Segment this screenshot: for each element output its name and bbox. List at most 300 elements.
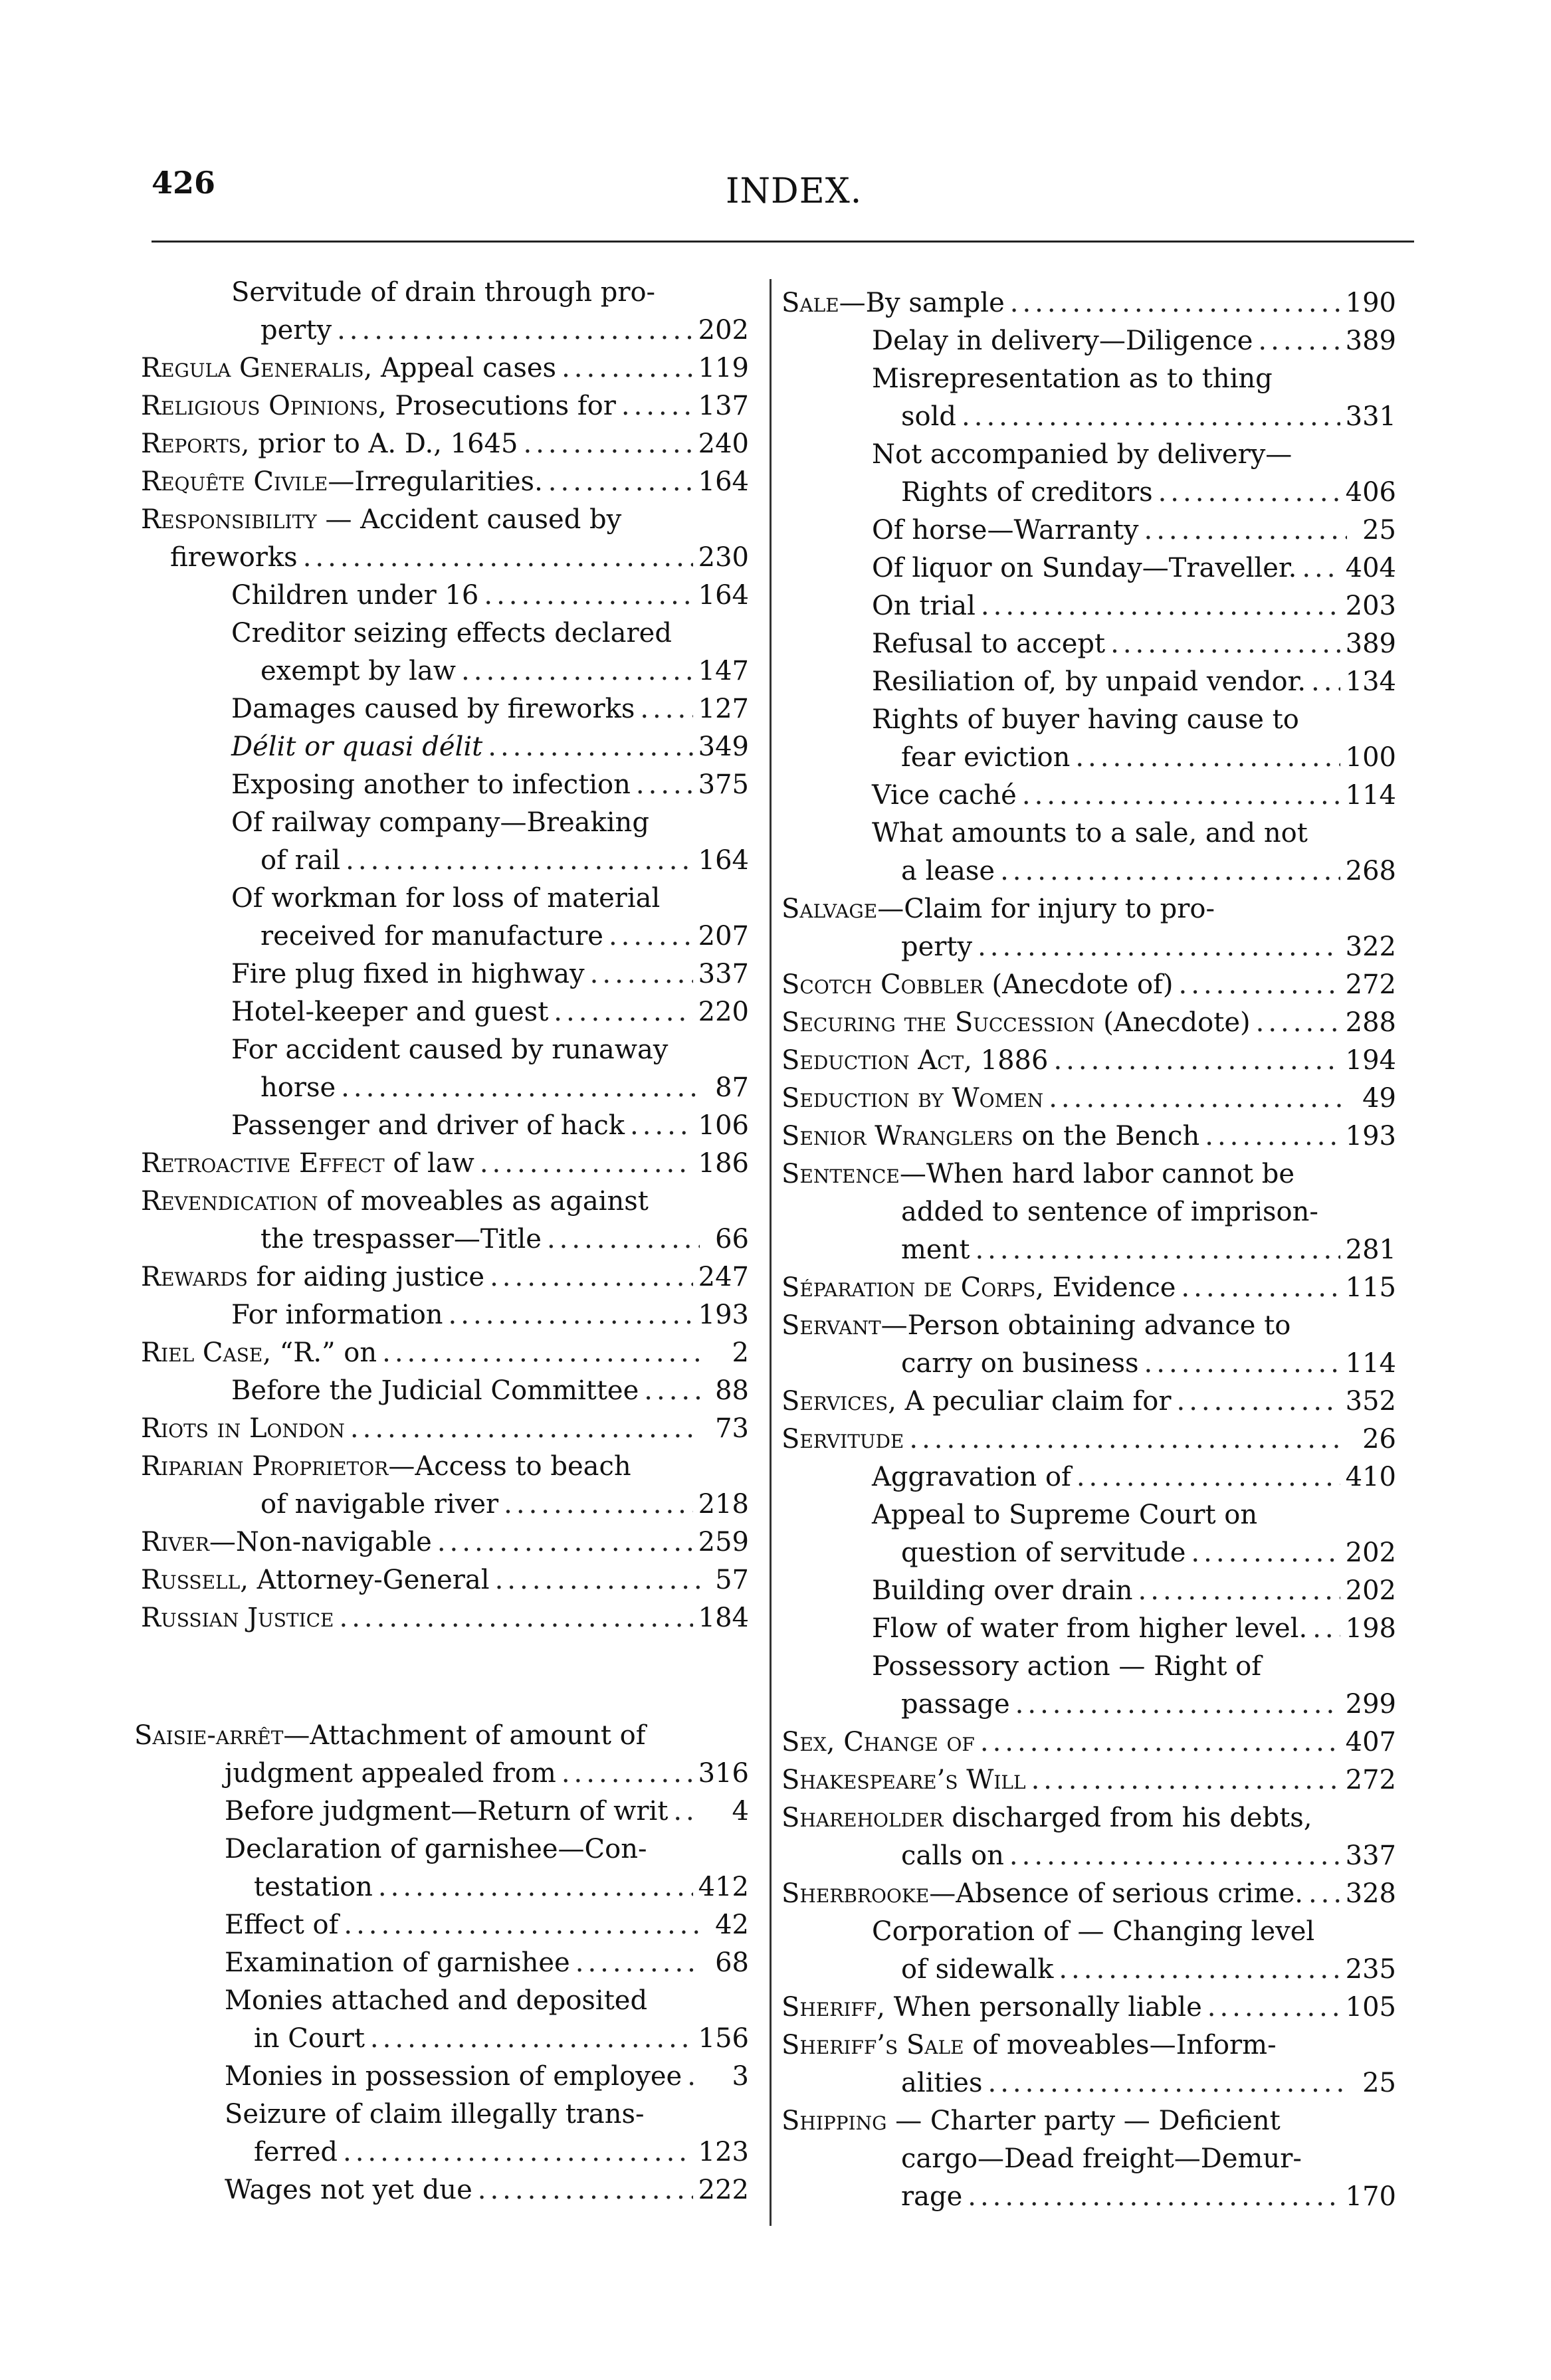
entry-text: Rights of buyer having cause to — [872, 704, 1299, 735]
entry-text: Fire plug fixed in highway — [231, 959, 585, 989]
index-entry — [141, 1145, 749, 1183]
leader-dots — [346, 842, 692, 880]
leader-dots — [909, 1421, 1347, 1458]
entry-page-number: 147 — [698, 656, 749, 686]
entry-page-number: 88 — [715, 1375, 749, 1406]
entry-page-number: 328 — [1345, 1878, 1396, 1909]
index-entry — [781, 2140, 1396, 2178]
entry-heading: Riel Case, — [141, 1338, 272, 1368]
index-entry — [781, 398, 1396, 436]
entry-heading: Salvage — [781, 894, 878, 924]
index-entry — [781, 549, 1396, 587]
entry-page-number: 66 — [715, 1224, 749, 1254]
entry-text: Refusal to accept — [872, 629, 1106, 659]
index-entry — [134, 1944, 749, 1982]
leader-dots — [547, 1221, 700, 1258]
entry-text: the trespasser—Title — [260, 1224, 542, 1254]
index-entry — [141, 993, 749, 1031]
entry-text: 1886 — [972, 1045, 1049, 1076]
entry-text: discharged from his debts, — [943, 1803, 1312, 1833]
entry-text: Possessory action — Right of — [872, 1651, 1262, 1682]
entry-page-number: 235 — [1345, 1954, 1396, 1985]
entry-page-number: 42 — [715, 1910, 749, 1940]
leader-dots — [1075, 739, 1340, 777]
entry-page-number: 406 — [1345, 477, 1396, 508]
entry-text: fear eviction — [901, 742, 1071, 773]
leader-dots — [370, 2020, 693, 2058]
index-entry — [781, 1458, 1396, 1496]
entry-page-number: 164 — [698, 580, 749, 611]
index-column-right — [781, 284, 1396, 2216]
index-entry — [141, 1561, 749, 1599]
index-entry — [134, 1982, 749, 2020]
entry-text: — Accident caused by — [316, 504, 622, 535]
entry-text: Of liquor on Sunday—Traveller. — [872, 553, 1297, 583]
entry-text: Flow of water from higher level. — [872, 1613, 1308, 1644]
index-entry — [781, 777, 1396, 815]
leader-dots — [562, 1755, 693, 1793]
entry-text: of moveables as against — [318, 1186, 649, 1217]
index-entry — [141, 918, 749, 955]
entry-page-number: 412 — [698, 1872, 749, 1902]
leader-dots — [1308, 1875, 1340, 1913]
leader-dots — [478, 2171, 693, 2209]
index-entry — [781, 2064, 1396, 2102]
entry-page-number: 203 — [1345, 591, 1396, 621]
index-column-left-lower — [134, 1717, 749, 2209]
index-entry — [141, 349, 749, 387]
entry-text: of law — [384, 1148, 474, 1179]
leader-dots — [1258, 322, 1340, 360]
entry-page-number: 57 — [715, 1565, 749, 1595]
header-rule — [152, 241, 1414, 243]
entry-text: ferred — [254, 2137, 338, 2167]
index-entry — [781, 474, 1396, 512]
entry-text: of navigable river — [260, 1489, 499, 1520]
index-entry — [781, 701, 1396, 739]
entry-text: (Anecdote) — [1094, 1007, 1251, 1038]
entry-page-number: 156 — [698, 2023, 749, 2054]
index-entry — [781, 2102, 1396, 2140]
entry-text: alities — [901, 2068, 983, 2098]
leader-dots — [575, 1944, 700, 1982]
entry-text: fireworks — [170, 542, 298, 573]
entry-text: received for manufacture — [260, 921, 603, 951]
entry-page-number: 407 — [1345, 1727, 1396, 1757]
leader-dots — [1302, 549, 1340, 587]
leader-dots — [554, 993, 692, 1031]
index-entry — [781, 1231, 1396, 1269]
entry-text: cargo—Dead freight—Demur- — [901, 2143, 1302, 2174]
entry-page-number: 2 — [732, 1338, 749, 1368]
index-entry — [141, 728, 749, 766]
entry-text: Rights of creditors — [901, 477, 1153, 508]
entry-text: sold — [901, 401, 957, 432]
index-entry — [781, 512, 1396, 549]
entry-heading: Securing the Succession — [781, 1007, 1095, 1038]
entry-heading: Sherbrooke — [781, 1878, 930, 1909]
leader-dots — [980, 1724, 1340, 1761]
leader-dots — [437, 1524, 693, 1561]
index-entry — [781, 1307, 1396, 1345]
entry-text: On trial — [872, 591, 976, 621]
entry-text: Evidence — [1044, 1272, 1176, 1303]
leader-dots — [1138, 1572, 1340, 1610]
entry-text: Prosecutions for — [386, 391, 616, 421]
entry-text: testation — [254, 1872, 373, 1902]
index-entry — [134, 1906, 749, 1944]
leader-dots — [968, 2178, 1340, 2216]
leader-dots — [484, 577, 692, 615]
index-entry — [781, 1345, 1396, 1383]
entry-text: carry on business — [901, 1348, 1139, 1379]
index-entry — [141, 1069, 749, 1107]
leader-dots — [1015, 1686, 1340, 1724]
index-entry — [781, 928, 1396, 966]
index-entry — [781, 1875, 1396, 1913]
index-entry — [781, 1686, 1396, 1724]
leader-dots — [1207, 1989, 1340, 2027]
index-entry — [781, 1913, 1396, 1951]
entry-page-number: 4 — [732, 1796, 749, 1827]
index-entry — [141, 274, 749, 312]
index-entry — [134, 1868, 749, 1906]
entry-text: Attorney-General — [248, 1565, 490, 1595]
leader-dots — [1031, 1761, 1340, 1799]
entry-text: Before judgment—Return of writ — [225, 1796, 669, 1827]
index-entry — [141, 501, 749, 539]
index-entry — [134, 1755, 749, 1793]
entry-text: —Person obtaining advance to — [880, 1310, 1291, 1341]
entry-page-number: 198 — [1345, 1613, 1396, 1644]
leader-dots — [340, 1599, 693, 1637]
index-entry — [141, 1599, 749, 1637]
index-entry — [134, 2020, 749, 2058]
entry-page-number: 230 — [698, 542, 749, 573]
entry-text: Aggravation of — [872, 1462, 1071, 1492]
entry-heading: Séparation de Corps, — [781, 1272, 1044, 1303]
entry-heading: Shareholder — [781, 1803, 944, 1833]
entry-page-number: 186 — [698, 1148, 749, 1179]
leader-dots — [636, 766, 693, 804]
entry-page-number: 288 — [1345, 1007, 1396, 1038]
entry-text: on the Bench — [1013, 1121, 1200, 1151]
leader-dots — [609, 918, 693, 955]
entry-text: (Anecdote of) — [983, 969, 1174, 1000]
entry-heading: Regula Generalis, — [141, 353, 373, 383]
leader-dots — [1053, 1042, 1340, 1080]
entry-heading: Russian Justice — [141, 1603, 334, 1633]
leader-dots — [1000, 852, 1340, 890]
entry-text: rage — [901, 2181, 963, 2212]
entry-page-number: 268 — [1345, 856, 1396, 886]
leader-dots — [1110, 625, 1340, 663]
leader-dots — [621, 387, 693, 425]
leader-dots — [981, 587, 1340, 625]
entry-page-number: 68 — [715, 1947, 749, 1978]
index-entry — [781, 1989, 1396, 2027]
entry-page-number: 202 — [1345, 1575, 1396, 1606]
leader-dots — [962, 398, 1340, 436]
entry-text: —When hard labor cannot be — [899, 1159, 1294, 1189]
entry-page-number: 134 — [1345, 666, 1396, 697]
index-entry — [134, 1831, 749, 1868]
entry-heading: Sheriff’s Sale — [781, 2030, 964, 2060]
index-entry — [781, 1648, 1396, 1686]
entry-text: For information — [231, 1300, 443, 1330]
entry-text: perty — [901, 932, 973, 962]
entry-page-number: 25 — [1362, 515, 1396, 545]
leader-dots — [644, 1372, 700, 1410]
entry-heading: Services, — [781, 1386, 896, 1417]
entry-page-number: 119 — [698, 353, 749, 383]
leader-dots — [1176, 1383, 1340, 1421]
entry-text: Damages caused by fireworks — [231, 694, 635, 724]
entry-text: Building over drain — [872, 1575, 1133, 1606]
entry-page-number: 404 — [1345, 553, 1396, 583]
index-entry — [781, 1837, 1396, 1875]
entry-heading: Senior Wranglers — [781, 1121, 1013, 1151]
index-entry — [141, 1372, 749, 1410]
index-entry — [141, 1183, 749, 1221]
entry-page-number: 190 — [1345, 288, 1396, 318]
entry-text: —By sample — [839, 288, 1005, 318]
entry-text: Délit or quasi délit — [231, 732, 483, 762]
index-entry — [141, 577, 749, 615]
entry-text: passage — [901, 1689, 1010, 1720]
entry-text: Corporation of — Changing level — [872, 1916, 1315, 1947]
leader-dots — [1312, 1610, 1340, 1648]
leader-dots — [461, 652, 693, 690]
entry-text: calls on — [901, 1840, 1004, 1871]
index-entry — [781, 1724, 1396, 1761]
entry-text: Vice caché — [872, 780, 1017, 811]
index-entry — [141, 842, 749, 880]
entry-text: Children under 16 — [231, 580, 479, 611]
leader-dots — [687, 2058, 700, 2096]
index-entry — [134, 2058, 749, 2096]
leader-dots — [490, 1258, 693, 1296]
entry-page-number: 337 — [1345, 1840, 1396, 1871]
leader-dots — [504, 1486, 692, 1524]
entry-heading: Sex, Change of — [781, 1727, 975, 1757]
index-entry — [781, 587, 1396, 625]
leader-dots — [449, 1296, 693, 1334]
index-entry — [781, 663, 1396, 701]
entry-heading: Scotch Cobbler — [781, 969, 983, 1000]
entry-page-number: 115 — [1345, 1272, 1396, 1303]
entry-page-number: 49 — [1362, 1083, 1396, 1114]
leader-dots — [975, 1231, 1340, 1269]
entry-text: —Claim for injury to pro- — [877, 894, 1215, 924]
index-entry — [141, 955, 749, 993]
entry-text: Of railway company—Breaking — [231, 807, 649, 838]
index-entry — [141, 387, 749, 425]
index-entry — [781, 1799, 1396, 1837]
entry-page-number: 316 — [698, 1758, 749, 1789]
entry-page-number: 272 — [1345, 1765, 1396, 1795]
index-entry — [134, 2171, 749, 2209]
index-entry — [141, 690, 749, 728]
entry-page-number: 194 — [1345, 1045, 1396, 1076]
index-entry — [781, 436, 1396, 474]
entry-heading: Religious Opinions, — [141, 391, 387, 421]
entry-page-number: 106 — [698, 1110, 749, 1141]
entry-text: —Attachment of amount of — [283, 1720, 646, 1751]
entry-text: Not accompanied by delivery— — [872, 439, 1292, 470]
index-entry — [781, 1004, 1396, 1042]
leader-dots — [1191, 1534, 1340, 1572]
index-entry — [781, 1383, 1396, 1421]
entry-heading: Shakespeare’s Will — [781, 1765, 1026, 1795]
entry-text: Appeal to Supreme Court on — [872, 1500, 1258, 1530]
entry-page-number: 202 — [1345, 1537, 1396, 1568]
entry-heading: Sheriff, — [781, 1992, 885, 2023]
entry-page-number: 240 — [698, 429, 749, 459]
entry-page-number: 137 — [698, 391, 749, 421]
entry-text: ment — [901, 1235, 970, 1265]
entry-page-number: 184 — [698, 1603, 749, 1633]
entry-heading: Shipping — [781, 2106, 887, 2136]
entry-page-number: 349 — [698, 732, 749, 762]
entry-page-number: 207 — [698, 921, 749, 951]
index-entry — [781, 1951, 1396, 1989]
entry-text: Monies in possession of employee — [225, 2061, 682, 2092]
entry-heading: Saisie-arrêt — [134, 1720, 284, 1751]
entry-page-number: 299 — [1345, 1689, 1396, 1720]
index-entry — [141, 652, 749, 690]
entry-text: Delay in delivery—Diligence — [872, 326, 1253, 356]
index-entry — [141, 312, 749, 349]
index-entry — [781, 360, 1396, 398]
leader-dots — [1022, 777, 1340, 815]
entry-text: a lease — [901, 856, 995, 886]
leader-dots — [1010, 284, 1340, 322]
index-entry — [781, 890, 1396, 928]
entry-page-number: 193 — [1345, 1121, 1396, 1151]
entry-text: —Non-navigable — [209, 1527, 432, 1557]
page-title: INDEX. — [726, 171, 863, 211]
leader-dots — [303, 539, 693, 577]
entry-page-number: 410 — [1345, 1462, 1396, 1492]
entry-text: Wages not yet due — [225, 2175, 472, 2205]
index-entry — [781, 1496, 1396, 1534]
entry-heading: Requête Civile — [141, 466, 328, 497]
index-column-left — [141, 274, 749, 1637]
entry-text: —Irregularities. — [328, 466, 543, 497]
entry-page-number: 105 — [1345, 1992, 1396, 2023]
index-entry — [141, 880, 749, 918]
leader-dots — [523, 425, 692, 463]
leader-dots — [978, 928, 1340, 966]
index-entry — [134, 1717, 749, 1755]
index-entry — [781, 966, 1396, 1004]
index-entry — [141, 1448, 749, 1486]
index-entry — [781, 739, 1396, 777]
entry-text: for aiding justice — [247, 1262, 485, 1292]
entry-text: Of workman for loss of material — [231, 883, 661, 914]
index-entry — [781, 625, 1396, 663]
entry-page-number: 389 — [1345, 326, 1396, 356]
entry-text: of rail — [260, 845, 341, 876]
entry-text: judgment appealed from — [225, 1758, 556, 1789]
leader-dots — [1077, 1458, 1340, 1496]
entry-page-number: 114 — [1345, 780, 1396, 811]
leader-dots — [495, 1561, 700, 1599]
leader-dots — [1009, 1837, 1340, 1875]
index-entry — [134, 2096, 749, 2133]
entry-text: Hotel-keeper and guest — [231, 997, 549, 1027]
index-entry — [141, 1524, 749, 1561]
entry-text: —Access to beach — [388, 1451, 631, 1482]
index-entry — [141, 463, 749, 501]
leader-dots — [1158, 474, 1340, 512]
entry-text: exempt by law — [260, 656, 457, 686]
index-entry — [781, 1042, 1396, 1080]
index-entry — [141, 539, 749, 577]
entry-page-number: 331 — [1345, 401, 1396, 432]
leader-dots — [337, 312, 693, 349]
entry-heading: Seduction by Women — [781, 1083, 1044, 1114]
leader-dots — [630, 1107, 693, 1145]
index-entry — [134, 1793, 749, 1831]
entry-heading: Responsibility — [141, 504, 317, 535]
entry-page-number: 375 — [698, 769, 749, 800]
entry-text: Misrepresentation as to thing — [872, 363, 1273, 394]
leader-dots — [640, 690, 692, 728]
entry-page-number: 100 — [1345, 742, 1396, 773]
entry-heading: Sale — [781, 288, 839, 318]
leader-dots — [382, 1334, 700, 1372]
index-entry — [781, 1534, 1396, 1572]
index-entry — [141, 1031, 749, 1069]
index-entry — [781, 1610, 1396, 1648]
entry-page-number: 170 — [1345, 2181, 1396, 2212]
index-entry — [141, 1486, 749, 1524]
index-entry — [141, 1107, 749, 1145]
leader-dots — [1181, 1269, 1340, 1307]
index-entry — [141, 1221, 749, 1258]
leader-dots — [1311, 663, 1340, 701]
leader-dots — [1179, 966, 1340, 1004]
index-entry — [781, 815, 1396, 852]
index-entry — [141, 804, 749, 842]
entry-heading: Sentence — [781, 1159, 900, 1189]
index-entry — [141, 1410, 749, 1448]
entry-text: added to sentence of imprison- — [901, 1197, 1318, 1227]
entry-text: Resiliation of, by unpaid vendor. — [872, 666, 1306, 697]
index-entry — [781, 1572, 1396, 1610]
entry-text: Before the Judicial Committee — [231, 1375, 639, 1406]
index-entry — [141, 615, 749, 652]
leader-dots — [488, 728, 692, 766]
leader-dots — [341, 1069, 700, 1107]
entry-page-number: 164 — [698, 845, 749, 876]
index-entry — [781, 1155, 1396, 1193]
leader-dots — [1144, 512, 1347, 549]
entry-page-number: 337 — [698, 959, 749, 989]
leader-dots — [378, 1868, 693, 1906]
entry-page-number: 26 — [1362, 1424, 1396, 1454]
entry-text: “R.” on — [271, 1338, 377, 1368]
entry-page-number: 389 — [1345, 629, 1396, 659]
index-entry — [781, 1118, 1396, 1155]
entry-text: Exposing another to infection — [231, 769, 631, 800]
entry-page-number: 322 — [1345, 932, 1396, 962]
entry-text: of sidewalk — [901, 1954, 1054, 1985]
index-entry — [781, 322, 1396, 360]
entry-page-number: 73 — [715, 1413, 749, 1444]
